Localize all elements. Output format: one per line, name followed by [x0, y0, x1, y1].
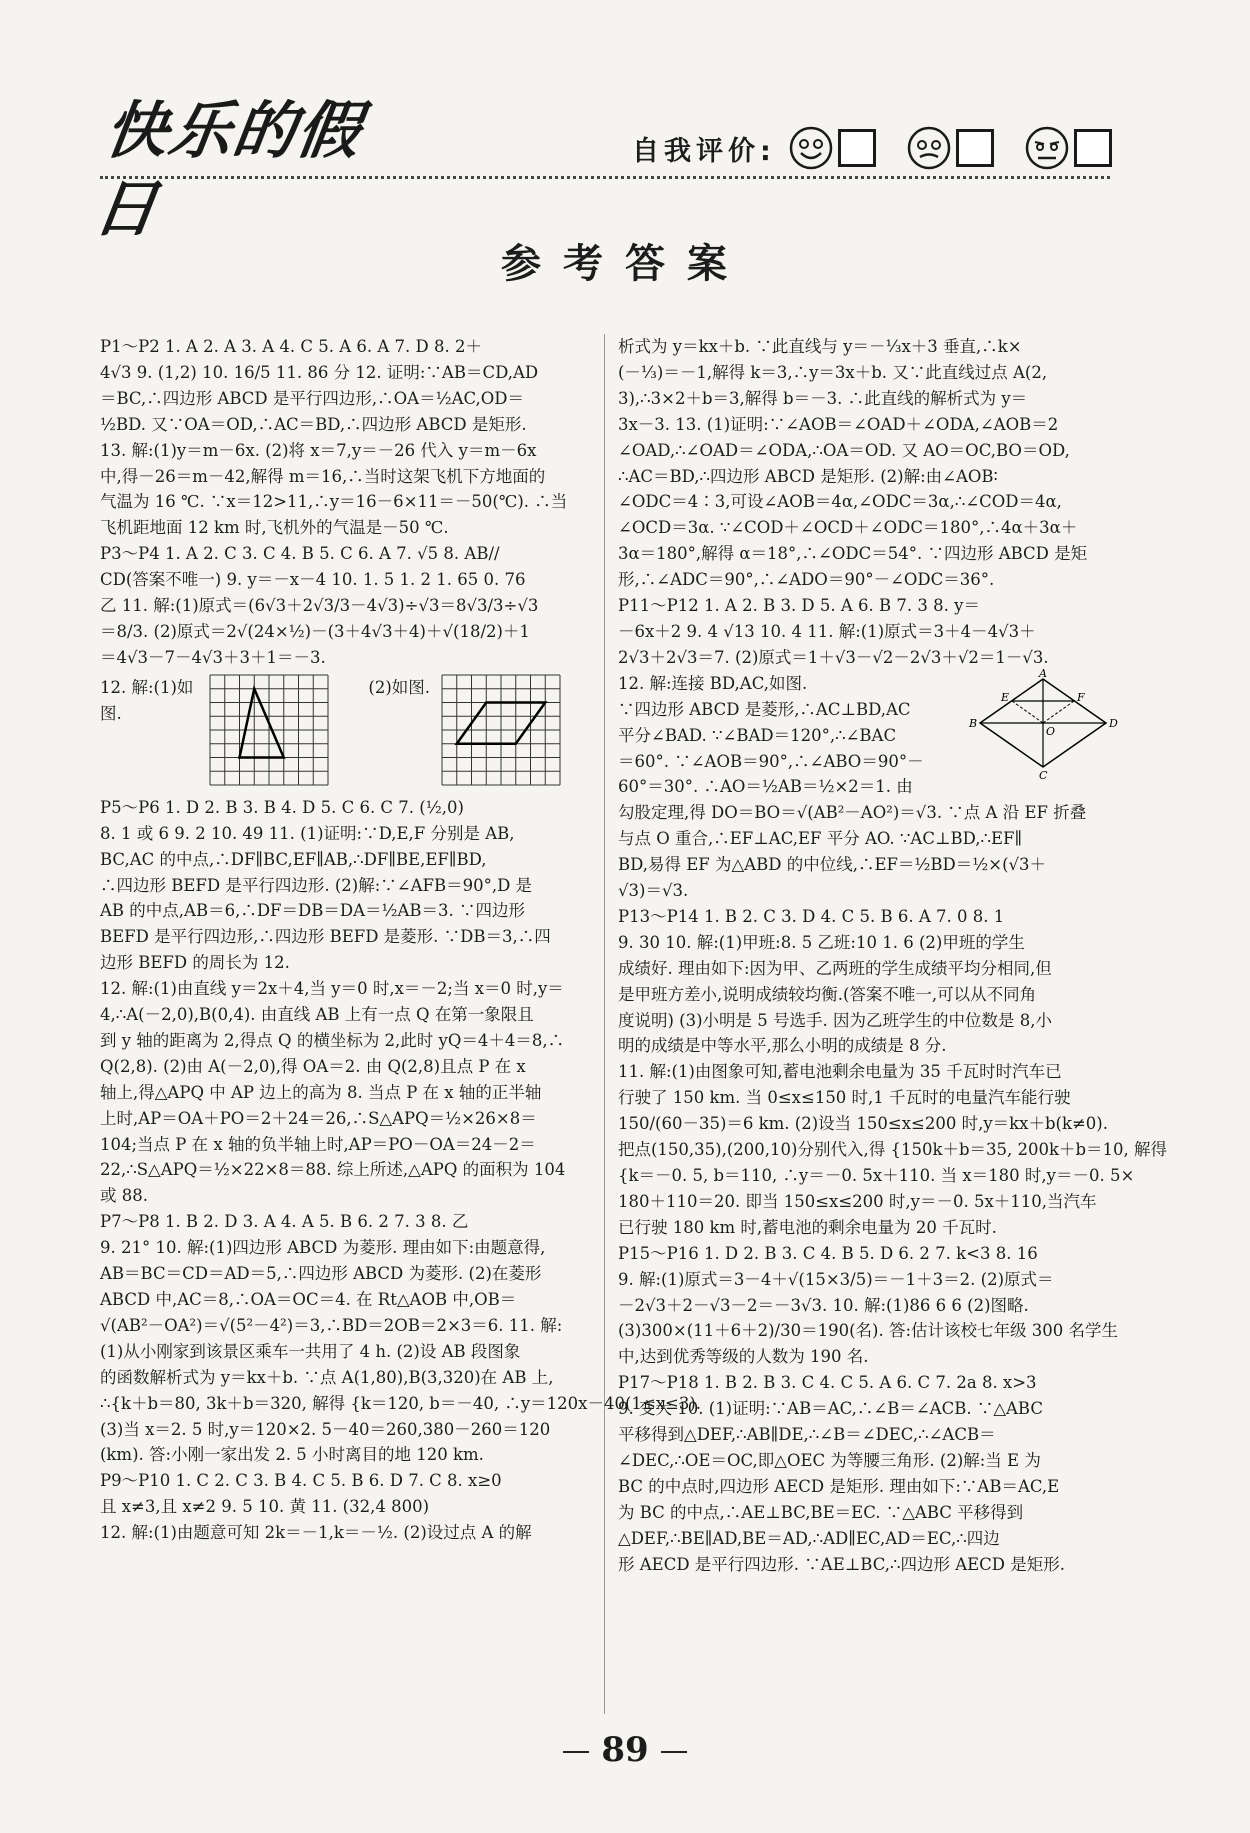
answer-line: 180＋110＝20. 即当 150≤x≤200 时,y＝－0. 5x＋110,当汽车: [618, 1191, 1097, 1211]
answer-line: 中,得－26＝m－42,解得 m＝16,∴当时这架飞机下方地面的: [100, 466, 546, 486]
page-number-dash-left: [563, 1751, 589, 1753]
answer-line: －2√3＋2－√3－2＝－3√3. 10. 解:(1)86 6 6 (2)图略.: [618, 1295, 1029, 1315]
page-number-dash-right: [661, 1751, 687, 1753]
sad-face-icon: [1024, 125, 1070, 171]
answer-line: 12. 解:连接 BD,AC,如图.: [618, 673, 808, 693]
happy-checkbox[interactable]: [838, 129, 876, 167]
page-number: [0, 1730, 1250, 1770]
answer-line: ∠OAD,∴∠OAD＝∠ODA,∴OA＝OD. 又 AO＝OC,BO＝OD,: [618, 440, 1070, 460]
answer-line: BC 的中点时,四边形 AECD 是矩形. 理由如下:∵AB＝AC,E: [618, 1476, 1060, 1496]
self-evaluation: [632, 120, 1142, 176]
logo: [89, 92, 390, 245]
self-eval-label: 自我评价:: [632, 135, 776, 167]
answer-line: 已行驶 180 km 时,蓄电池的剩余电量为 20 千瓦时.: [618, 1217, 997, 1237]
answer-line: AB＝BC＝CD＝AD＝5,∴四边形 ABCD 为菱形. (2)在菱形: [100, 1264, 542, 1284]
answer-line: ∠ODC＝4∶3,可设∠AOB＝4α,∠ODC＝3α,∴∠COD＝4α,: [618, 492, 1062, 512]
answer-line: P17～P18 1. B 2. B 3. C 4. C 5. A 6. C 7. 2a 8. x>3: [618, 1373, 1037, 1393]
answer-line: 成绩好. 理由如下:因为甲、乙两班的学生成绩平均分相同,但: [618, 958, 1052, 978]
answer-line: P11～P12 1. A 2. B 3. D 5. A 6. B 7. 3 8. y＝: [618, 596, 980, 616]
answer-line: ABCD 中,AC＝8,∴OA＝OC＝4. 在 Rt△AOB 中,OB＝: [100, 1290, 517, 1309]
answer-line: 乙 11. 解:(1)原式＝(6√3＋2√3/3－4√3)÷√3＝8√3/3÷√3: [100, 596, 539, 616]
answer-line: Q(2,8). (2)由 A(－2,0),得 OA＝2. 由 Q(2,8)且点 P 在 x: [100, 1056, 526, 1076]
answer-line: ½BD. 又∵OA＝OD,∴AC＝BD,∴四边形 ABCD 是矩形.: [100, 414, 527, 434]
answer-line: 气温为 16 ℃. ∵x＝12>11,∴y＝16－6×11＝－50(℃). ∴当: [100, 492, 568, 512]
answer-line: 形,∴∠ADC＝90°,∴∠ADO＝90°－∠ODC＝36°.: [618, 570, 995, 590]
neutral-checkbox[interactable]: [956, 129, 994, 167]
page-number-value: 89: [601, 1730, 649, 1770]
answer-line: (3)当 x＝2. 5 时,y＝120×2. 5－40＝260,380－260＝120: [100, 1419, 551, 1439]
page-title: 参考答案: [501, 240, 749, 287]
answer-line: (1)从小刚家到该景区乘车一共用了 4 h. (2)设 AB 段图象: [100, 1341, 521, 1361]
left-column: [100, 334, 702, 1546]
answer-line: 的函数解析式为 y＝kx＋b. ∵点 A(1,80),B(3,320)在 AB 上,: [100, 1367, 554, 1387]
answer-line: 到 y 轴的距离为 2,得点 Q 的横坐标为 2,此时 yQ＝4＋4＝8,∴: [100, 1030, 565, 1050]
answer-line: BD,易得 EF 为△ABD 的中位线,∴EF＝½BD＝½×(√3＋: [618, 855, 1047, 875]
answer-line: P5～P6 1. D 2. B 3. B 4. D 5. C 6. C 7. (½,0): [100, 797, 464, 817]
answer-line: 轴上,得△APQ 中 AP 边上的高为 8. 当点 P 在 x 轴的正半轴: [100, 1082, 542, 1102]
answer-line: ＝60°. ∵∠AOB＝90°,∴∠ABO＝90°－: [618, 751, 924, 771]
answer-line: 度说明) (3)小明是 5 号选手. 因为乙班学生的中位数是 8,小: [618, 1010, 1053, 1030]
answer-line: △DEF,∴BE∥AD,BE＝AD,∴AD∥EC,AD＝EC,∴四边: [618, 1528, 1000, 1548]
answer-line: 4,∴A(－2,0),B(0,4). 由直线 AB 上有一点 Q 在第一象限且: [100, 1005, 534, 1025]
rhombus-label-o: O: [1046, 724, 1056, 738]
answer-line: 飞机距地面 12 km 时,飞机外的气温是－50 ℃.: [100, 518, 449, 538]
answer-line: 9. 变大 10. (1)证明:∵AB＝AC,∴∠B＝∠ACB. ∵△ABC: [618, 1399, 1043, 1419]
answer-line: BC,AC 的中点,∴DF∥BC,EF∥AB,∴DF∥BE,EF∥BD,: [100, 849, 487, 869]
answer-line: 或 88.: [100, 1186, 148, 1206]
rhombus-label-b: B: [969, 716, 978, 730]
answer-line: 9. 解:(1)原式＝3－4＋√(15×3/5)＝－1＋3＝2. (2)原式＝: [618, 1269, 1054, 1289]
answer-line: (km). 答:小刚一家出发 2. 5 小时离目的地 120 km.: [100, 1445, 484, 1465]
answer-line: ∴{k＋b＝80, 3k＋b＝320, 解得 {k＝120, b＝－40, ∴y＝120x－40(1≤x≤3).: [100, 1393, 702, 1413]
answer-line: 104;当点 P 在 x 轴的负半轴上时,AP＝PO－OA＝24－2＝: [100, 1134, 536, 1154]
answer-line: ∵四边形 ABCD 是菱形,∴AC⊥BD,AC: [618, 699, 911, 719]
grid-figures: [100, 675, 600, 795]
triangle-grid-figure: [210, 675, 328, 785]
answer-line: 边形 BEFD 的周长为 12.: [100, 953, 290, 973]
answer-line: (3)300×(11＋6＋2)/30＝190(名). 答:估计该校七年级 300 名学生: [618, 1321, 1119, 1341]
rhombus-label-c: C: [1039, 768, 1048, 782]
answer-line: 勾股定理,得 DO＝BO＝√(AB²－AO²)＝√3. ∵点 A 沿 EF 折叠: [618, 803, 1087, 823]
answer-line: BEFD 是平行四边形,∴四边形 BEFD 是菱形. ∵DB＝3,∴四: [100, 927, 551, 947]
answer-line: 形 AECD 是平行四边形. ∵AE⊥BC,∴四边形 AECD 是矩形.: [618, 1554, 1066, 1574]
rhombus-label-d: D: [1109, 716, 1118, 730]
answer-line: P3～P4 1. A 2. C 3. C 4. B 5. C 6. A 7. √5 8. AB//: [100, 544, 500, 564]
answer-line: 22,∴S△APQ＝½×22×8＝88. 综上所述,△APQ 的面积为 104: [100, 1160, 566, 1180]
parallelogram-grid-figure: [442, 675, 560, 785]
answer-line: 2√3＋2√3＝7. (2)原式＝1＋√3－√2－2√3＋√2＝1－√3.: [618, 647, 1049, 667]
answer-line: 平移得到△DEF,∴AB∥DE,∴∠B＝∠DEC,∴∠ACB＝: [618, 1425, 996, 1445]
answer-line: 3x－3. 13. (1)证明:∵∠AOB＝∠OAD＋∠ODA,∠AOB＝2: [618, 414, 1059, 434]
rhombus-block: [618, 666, 1118, 801]
answer-line: 且 x≠3,且 x≠2 9. 5 10. 黄 11. (32,4 800): [100, 1497, 430, 1517]
answer-line: ∴四边形 BEFD 是平行四边形. (2)解:∵∠AFB＝90°,D 是: [100, 875, 533, 895]
answer-line: P1～P2 1. A 2. A 3. A 4. C 5. A 6. A 7. D 8. 2＋: [100, 337, 482, 356]
answer-line: √3)＝√3.: [618, 881, 689, 901]
sad-checkbox[interactable]: [1074, 129, 1112, 167]
figure-label-1: 12. 解:(1)如图.: [100, 677, 194, 723]
answer-line: 析式为 y＝kx＋b. ∵此直线与 y＝－⅓x＋3 垂直,∴k×: [618, 337, 1022, 356]
rhombus-label-f: F: [1077, 690, 1085, 704]
answer-line: 3α＝180°,解得 α＝18°,∴∠ODC＝54°. ∵四边形 ABCD 是矩: [618, 544, 1088, 564]
answer-line: ∴AC＝BD,∴四边形 ABCD 是矩形. (2)解:由∠AOB∶: [618, 466, 998, 486]
answer-line: 把点(150,35),(200,10)分别代入,得 {150k＋b＝35, 200k＋b＝10, 解得: [618, 1140, 1168, 1160]
answer-line: 3),∴3×2＋b＝3,解得 b＝－3. ∴此直线的解析式为 y＝: [618, 388, 1028, 408]
answer-line: 8. 1 或 6 9. 2 10. 49 11. (1)证明:∵D,E,F 分别是 AB,: [100, 823, 515, 843]
answer-line: (－⅓)＝－1,解得 k＝3,∴y＝3x＋b. 又∵此直线过点 A(2,: [618, 362, 1048, 382]
rhombus-label-e: E: [1001, 690, 1010, 704]
answer-line: 平分∠BAD. ∵∠BAD＝120°,∴∠BAC: [618, 725, 897, 745]
answer-line: ∠DEC,∴OE＝OC,即△OEC 为等腰三角形. (2)解:当 E 为: [618, 1450, 1041, 1470]
neutral-face-icon: [906, 125, 952, 171]
rhombus-label-a: A: [1039, 666, 1047, 680]
happy-face-icon: [788, 125, 834, 171]
answer-line: 与点 O 重合,∴EF⊥AC,EF 平分 AO. ∵AC⊥BD,∴EF∥: [618, 829, 1023, 849]
right-column: [618, 334, 1168, 1578]
answer-line: 上时,AP＝OA＋PO＝2＋24＝26,∴S△APQ＝½×26×8＝: [100, 1108, 537, 1128]
answer-line: 为 BC 的中点,∴AE⊥BC,BE＝EC. ∵△ABC 平移得到: [618, 1502, 1024, 1522]
answer-line: 13. 解:(1)y＝m－6x. (2)将 x＝7,y＝－26 代入 y＝m－6x: [100, 440, 537, 460]
answer-line: 是甲班方差小,说明成绩较均衡.(答案不唯一,可以从不同角: [618, 984, 1037, 1004]
answer-line: 9. 30 10. 解:(1)甲班:8. 5 乙班:10 1. 6 (2)甲班的学生: [618, 932, 1025, 952]
answer-line: ∠OCD＝3α. ∵∠COD＋∠OCD＋∠ODC＝180°,∴4α＋3α＋: [618, 518, 1078, 538]
answer-line: 9. 21° 10. 解:(1)四边形 ABCD 为菱形. 理由如下:由题意得,: [100, 1238, 546, 1258]
answer-line: CD(答案不唯一) 9. y＝－x－4 10. 1. 5 1. 2 1. 65 0. 76: [100, 570, 526, 590]
answer-line: －6x＋2 9. 4 √13 10. 4 11. 解:(1)原式＝3＋4－4√3＋: [618, 621, 1036, 641]
answer-line: {k＝－0. 5, b＝110, ∴y＝－0. 5x＋110. 当 x＝180 时,y＝－0. 5×: [618, 1166, 1135, 1185]
answer-line: 150/(60－35)＝6 km. (2)设当 150≤x≤200 时,y＝kx＋b(k≠0).: [618, 1114, 1108, 1134]
logo-text: 快乐的假日: [89, 94, 367, 245]
answer-line: P7～P8 1. B 2. D 3. A 4. A 5. B 6. 2 7. 3 8. 乙: [100, 1212, 469, 1232]
answer-line: 11. 解:(1)由图象可知,蓄电池剩余电量为 35 千瓦时时汽车已: [618, 1062, 1062, 1082]
rhombus-figure: [968, 666, 1118, 782]
header-divider: [100, 176, 1110, 179]
answer-line: 行驶了 150 km. 当 0≤x≤150 时,1 千瓦时的电量汽车能行驶: [618, 1088, 1071, 1108]
answer-line: P9～P10 1. C 2. C 3. B 4. C 5. B 6. D 7. C 8. x≥0: [100, 1471, 502, 1491]
answer-line: 12. 解:(1)由题意可知 2k＝－1,k＝－½. (2)设过点 A 的解: [100, 1523, 532, 1543]
answer-line: 60°＝30°. ∴AO＝½AB＝½×2＝1. 由: [618, 777, 913, 797]
answer-line: √(AB²－OA²)＝√(5²－4²)＝3,∴BD＝2OB＝2×3＝6. 11. 解:: [100, 1315, 563, 1335]
answer-line: P13～P14 1. B 2. C 3. D 4. C 5. B 6. A 7. 0 8. 1: [618, 906, 1005, 926]
figure-label-2: (2)如图.: [368, 677, 431, 697]
column-divider: [604, 334, 605, 1714]
answer-line: 明的成绩是中等水平,那么小明的成绩是 8 分.: [618, 1036, 947, 1056]
answer-line: ＝8/3. (2)原式＝2√(24×½)－(3＋4√3＋4)＋√(18/2)＋1: [100, 621, 530, 641]
answer-line: AB 的中点,AB＝6,∴DF＝DB＝DA＝½AB＝3. ∵四边形: [100, 901, 526, 921]
answer-line: ＝4√3－7－4√3＋3＋1＝－3.: [100, 647, 326, 667]
answer-line: P15～P16 1. D 2. B 3. C 4. B 5. D 6. 2 7. k<3 8. 16: [618, 1243, 1038, 1263]
answer-line: 12. 解:(1)由直线 y＝2x＋4,当 y＝0 时,x＝－2;当 x＝0 时,y＝: [100, 979, 564, 999]
answer-line: ＝BC,∴四边形 ABCD 是平行四边形,∴OA＝½AC,OD＝: [100, 388, 525, 408]
answer-line: 4√3 9. (1,2) 10. 16/5 11. 86 分 12. 证明:∵AB＝CD,AD: [100, 362, 539, 382]
answer-line: 中,达到优秀等级的人数为 190 名.: [618, 1347, 869, 1367]
